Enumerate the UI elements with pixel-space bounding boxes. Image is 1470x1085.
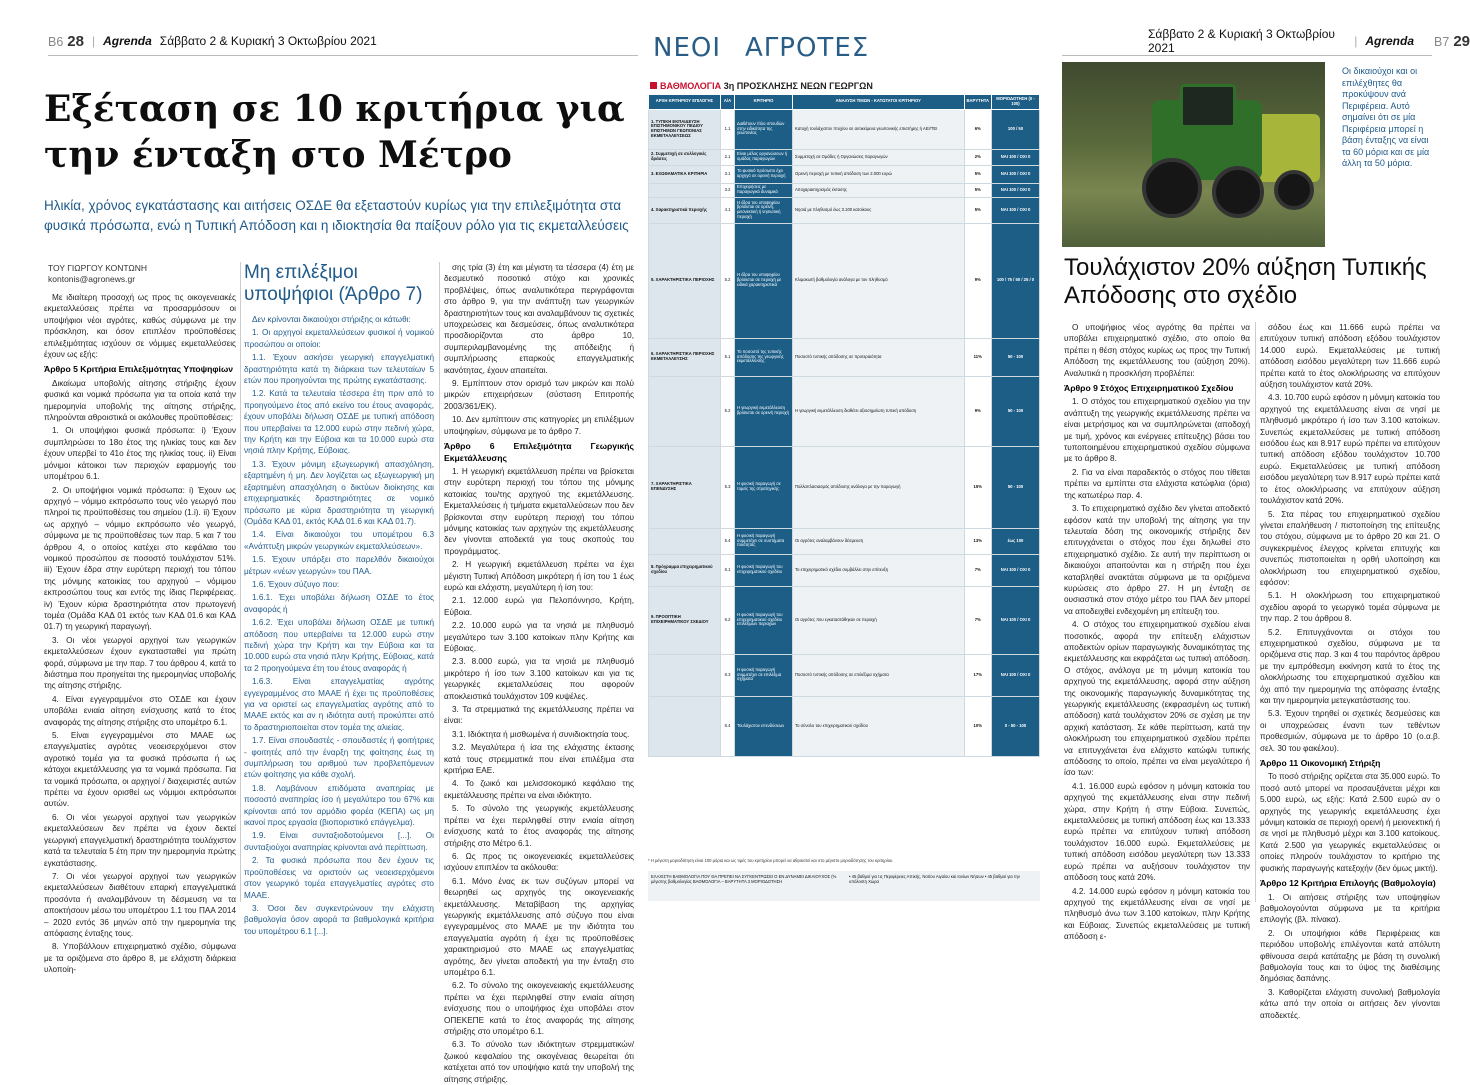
table-cell-vals: Αποχαρακτηρισμός έκτασης bbox=[793, 183, 965, 197]
table-cell-num: 6.3 bbox=[721, 654, 735, 696]
paragraph: Δεν κρίνονται δικαιούχοι στήριξης οι κάτωθι: bbox=[252, 315, 411, 324]
paragraph: 10. Δεν εμπίπτουν στις κατηγορίες μη επιλέξιμων υποψηφίων, σύμφωνα με το άρθρο 7. bbox=[444, 415, 634, 436]
table-row bbox=[649, 183, 1040, 197]
paragraph: 2.3. 8.000 ευρώ, για τα νησιά με πληθυσμό μικρότερο ή ίσο των 3.100 κατοίκων και για τις γεωργικές εκμεταλλεύσεις που αφορούν αποκλειστικά τουλάχιστον 109 κυψέλες. bbox=[444, 657, 634, 701]
paragraph: 1. Ο στόχος του επιχειρηματικού σχεδίου για την ανάπτυξη της γεωργικής εκμετάλλευσης πρέπει να είναι μετρήσιμος και να συμπληρώνεται (αποδοχή με τιμή, χρόνος και ενέργειες επίτευξης) βάσει του τυποποιημένου επιχειρηματικού σχεδίου σύμφωνα με το άρθρο 8. bbox=[1064, 397, 1250, 464]
paragraph: 1.5. Έχουν υπάρξει στο παρελθόν δικαιούχοι μέτρων «νέων γεωργών» του ΠΑΑ. bbox=[244, 555, 434, 576]
lead: Ηλικία, χρόνος εγκατάστασης και αιτήσεις ΟΣΔΕ θα εξεταστούν κυρίως για την επιλεξιμότητα στα φυσικά πρόσωπα, ενώ η Τυπική Απόδοση και η ιδιοκτησία θα παίξουν ρόλο για τις εκμεταλλεύσεις bbox=[44, 198, 629, 233]
paragraph: 6. Οι νέοι γεωργοί αρχηγοί των γεωργικών εκμεταλλεύσεων δεν πρέπει να έχουν δεκτεί γεωργική επαγγελματική δραστηριότητα τουλάχιστον κατά τα τελευταία 5 έτη πριν την ημερομηνία πρώτης εγκατάστασης. bbox=[44, 812, 236, 868]
paragraph: 2. Οι υποψήφιοι κάθε Περιφέρειας και περιόδου υποβολής επιλέγονται κατά απόλυτη φθίνουσα σειρά κατάταξης με βάση τη συνολική βαθμολογία τους και το ύψος της διαθέσιμης δημόσιας δαπάνης. bbox=[1260, 928, 1440, 984]
table-cell-pts: ΝΑΙ 100 / ΟΧΙ 0 bbox=[992, 197, 1040, 223]
paragraph: 1. Οι αιτήσεις στήριξης των υποψηφίων βαθμολογούνται σύμφωνα με τα κριτήρια επιλογής (βλ. πίνακα). bbox=[1260, 892, 1440, 925]
table-cell-vals: Το επιχειρηματικό σχέδιο συμβάλλει στην επίτευξη bbox=[793, 554, 965, 586]
paragraph: 1. Η γεωργική εκμετάλλευση πρέπει να βρίσκεται στην ευρύτερη περιοχή του τόπου της μόνιμης κατοικίας του/της αρχηγού της εκμετάλλευσης. Εκμεταλλεύσεις ή τμήματα εκμεταλλεύσεων που δεν βρίσκονται στην ευρύτερη περιοχή του τόπου μόνιμης κατοικίας των αρχηγών της εκμετάλλευσης δεν γίνονται αποδεκτά για τους σκοπούς του προγράμματος. bbox=[444, 466, 634, 556]
paragraph: 4. Το ζωικό και μελισσοκομικό κεφάλαιο της εκμετάλλευσης πρέπει να είναι ιδιόκτητο. bbox=[444, 779, 634, 800]
table-cell-pct: 5% bbox=[964, 183, 992, 197]
right-column-2 bbox=[1260, 322, 1440, 1020]
table-cell-crit: 2. Συμμετοχή σε συλλογικές δράσεις bbox=[649, 149, 721, 165]
subhead: Άρθρο 9 Στόχος Επιχειρηματικού Σχεδίου bbox=[1064, 383, 1234, 394]
right-column-1 bbox=[1064, 322, 1250, 942]
subhead: Άρθρο 11 Οικονομική Στήριξη bbox=[1260, 758, 1381, 769]
paragraph: 1. Οι υποψήφιοι φυσικά πρόσωπα: i) Έχουν συμπληρώσει το 18ο έτος της ηλικίας τους και δεν έχουν υπερβεί το 41ο έτος της ηλικίας τους. ii) Είναι μόνιμοι κάτοικοι των περιοχών εφαρμογής του υπομέτρου 6.1. bbox=[44, 426, 236, 482]
paragraph: 5. Είναι εγγεγραμμένοι στο ΜΑΑΕ ως επαγγελματίες αγρότες νεοεισερχόμενοι στον αγροτικό τομέα για τα φυσικά πρόσωπα ή ως κάτοχοι εκμετάλλευσης για τα νομικά πρόσωπα. Για τα νομικά πρόσωπα, οι αρχηγοί / διαχειριστές αυτών πρέπει να έχουν ορισθεί ως νόμιμοι εκπρόσωποι αυτών. bbox=[44, 731, 236, 809]
table-cell-pct: 7% bbox=[964, 554, 992, 586]
table-cell-desc: Το φυσικό πρόσωπο έχει αρχηγό σε ορεινή περιοχή bbox=[735, 165, 793, 183]
table-cell-vals: Ποσοστό τυπικής απόδοσης σε επιλέξιμα σχήματα bbox=[793, 654, 965, 696]
paragraph: Το ποσό στήριξης ορίζεται στα 35.000 ευρώ. Το ποσό αυτό μπορεί να προσαυξάνεται μέχρι και 5.000 ευρώ, ως εξής: Κατά 2.500 ευρώ αν ο αρχηγός της γεωργικής εκμετάλλευσης έχει μόνιμη κατοικία σε περιοχή ορεινή ή μειονεκτική ή σε νησί με πληθυσμό μέχρι και 3.100 κατοίκους. Κατά 2.500 για γεωργικές εκμεταλλεύσεις οι οποίες πληρούν τουλάχιστον το κριτήριο της φυσικής παραγωγής κατεξοχήν (δεν όμως μικτή). bbox=[1260, 772, 1440, 873]
table-cell-crit bbox=[649, 654, 721, 696]
paragraph: 9. Εμπίπτουν στον ορισμό των μικρών και πολύ μικρών επιχειρήσεων (σύσταση Επιτροπής 2003/361/ΕΚ). bbox=[444, 379, 634, 411]
table-cell-crit: 4. Χαρακτηριστικά περιοχής bbox=[649, 197, 721, 223]
table-cell-pts: 100 / 75 / 50 / 25 / 0 bbox=[992, 223, 1040, 338]
table-cell-crit: 9. ΠΡΟΟΠΤΙΚΗ ΕΠΙΧΕΙΡΗΜΑΤΙΚΟΥ ΣΧΕΔΙΟΥ bbox=[649, 586, 721, 654]
sidebar-title: Μη επιλέξιμοι υποψήφιοι (Άρθρο 7) bbox=[244, 262, 423, 305]
paragraph: 1.8. Λαμβάνουν επιδόματα αναπηρίας με ποσοστό αναπηρίας ίσο ή μεγαλύτερο του 67% και κρίνονται από τον αρμόδιο φορέα (ΚΕΠΑ) ως μη ικανοί προς εργασία (βιοποριστικό επάγγελμα). bbox=[244, 783, 434, 828]
table-cell-pts: ΝΑΙ 100 / ΟΧΙ 0 bbox=[992, 183, 1040, 197]
column-header: ΒΑΡΥΤΗΤΑ bbox=[964, 95, 992, 110]
table-cell-pts: ΝΑΙ 100 / ΟΧΙ 0 bbox=[992, 654, 1040, 696]
sidebar-text bbox=[244, 314, 434, 937]
scoring-table bbox=[648, 94, 1040, 757]
table-cell-pts: ΝΑΙ 100 / ΟΧΙ 0 bbox=[992, 149, 1040, 165]
table-cell-crit: 7. ΧΑΡΑΚΤΗΡΙΣΤΙΚΑ ΕΠΕΝΔΥΣΗΣ bbox=[649, 446, 721, 528]
table-cell-pts: 50 - 100 bbox=[992, 338, 1040, 376]
right-brand: Agrenda bbox=[1365, 34, 1415, 48]
table-cell-pts: 50 - 100 bbox=[992, 376, 1040, 446]
paragraph: 1.4. Είναι δικαιούχοι του υπομέτρου 6.3 «Ανάπτυξη μικρών γεωργικών εκμεταλλεύσεων». bbox=[244, 530, 434, 551]
table-cell-pct: 6% bbox=[964, 109, 992, 149]
table-cell-desc: Η φυσική παραγωγή του επιχειρηματικού σχεδίου bbox=[735, 554, 793, 586]
table-cell-num: 6.1 bbox=[721, 554, 735, 586]
table-row bbox=[649, 165, 1040, 183]
paragraph: 6.2. Το σύνολο της οικογενειακής εκμετάλλευσης πρέπει να έχει περιληφθεί στην ενιαία αίτηση ενίσχυσης που ο υποψήφιος έχει υποβάλει στον ΟΠΕΚΕΠΕ κατά το έτος αναφοράς της αίτησης στήριξης στο υπομέτρο 6.1. bbox=[444, 981, 634, 1036]
table-cell-crit bbox=[649, 528, 721, 554]
paragraph: 3. Τα στρεμματικά της εκμετάλλευσης πρέπει να είναι: bbox=[444, 705, 634, 726]
table-cell-vals: Νησιά με πληθυσμό έως 3.100 κατοίκους bbox=[793, 197, 965, 223]
table-cell-pts: 0 - 50 - 100 bbox=[992, 696, 1040, 756]
table-cell-vals: Πολλαπλασιασμός απόδοσης ανάλογα με την παραγωγή bbox=[793, 446, 965, 528]
paragraph: 5. Στα πέρας του επιχειρηματικού σχεδίου γίνεται επαλήθευση / πιστοποίηση της επίτευξης του στόχου, σύμφωνα με το άρθρο 20 και 21. Ο συγκεκριμένος έλεγχος κρίνεται επιτυχής και συνεπώς πιστοποιείται η ορθή υλοποίηση και ολοκλήρωση του επιχειρηματικού σχεδίου, εφόσον: bbox=[1260, 509, 1440, 587]
paragraph: 1.9. Είναι συνταξιοδοτούμενοι [...]. Οι συνταξιούχοι αναπηρίας κρίνονται ανά περίπτωση. bbox=[244, 831, 434, 852]
table-title: ΒΑΘΜΟΛΟΓΙΑ 3η ΠΡΟΣΚΛΗΣΗΣ ΝΕΩΝ ΓΕΩΡΓΩΝ bbox=[650, 81, 873, 91]
table-cell-pts: 50 - 100 bbox=[992, 446, 1040, 528]
table-header-row bbox=[649, 95, 1040, 110]
paragraph: 1.6. Έχουν σύζυγο που: bbox=[252, 579, 340, 589]
table-cell-num: 5.3 bbox=[721, 446, 735, 528]
red-square-icon bbox=[650, 82, 657, 89]
table-cell-vals: Ποσοστό τυπικής απόδοσης σε προτεραιότητα bbox=[793, 338, 965, 376]
right-page-header: Σάββατο 2 & Κυριακή 3 Οκτωβρίου 2021 | Agrenda B7 29 bbox=[1148, 27, 1470, 55]
table-cell-num: 3.2 bbox=[721, 183, 735, 197]
table-row bbox=[649, 696, 1040, 756]
paragraph: 2. Για να είναι παραδεκτός ο στόχος που τίθεται πρέπει να εμπίπτει στα ελάχιστα κατώφλια (όρια) της κατωτέρω παρ. 4. bbox=[1064, 467, 1250, 500]
table-cell-desc: Επιχειρήσεις με παραγωγικό δυναμικό bbox=[735, 183, 793, 197]
right-header-rule bbox=[1062, 55, 1432, 56]
table-cell-desc: Η φυσική παραγωγή σε τομείς της στρατηγικής bbox=[735, 446, 793, 528]
article-column-3 bbox=[444, 262, 634, 1084]
paragraph: 5.3. Έχουν τηρηθεί οι σχετικές δεσμεύσεις και οι υποχρεώσεις έναντι των τεθέντων προθεσμιών, σύμφωνα με το άρθρο 10 (ο.α.β. σελ. 30 του φακέλου). bbox=[1260, 709, 1440, 753]
table-cell-num: 5.1 bbox=[721, 338, 735, 376]
table-cell-vals: Οι αγρότες αναλαμβάνουν δέσμευση bbox=[793, 528, 965, 554]
photo-caption: Οι δικαιούχοι και οι επιλέχθητες θα προκύψουν ανά Περιφέρεια. Αυτό σημαίνει ότι σε μία Περιφέρεια μπορεί η βάση ένταξης να είναι τα 60 μόρια και σε μία άλλη τα 50 μόρια. bbox=[1342, 66, 1430, 168]
subhead: Άρθρο 5 Κριτήρια Επιλεξιμότητας Υποψηφίων bbox=[44, 364, 233, 375]
headline: Εξέταση σε 10 κριτήρια για την ένταξη στο Μέτρο bbox=[44, 88, 625, 176]
paragraph: σης τρία (3) έτη και μέγιστη τα τέσσερα (4) έτη με δεσμευτικό ποσοτικό στόχο και χρονικές προβλέψεις, όπως αναλυτικότερα περιγράφονται στο άρθρο 9, για την ανάπτυξη των γεωργικών δραστηριοτήτων τους και αναλαμβάνουν τις σχετικές υποχρεώσεις και δεσμεύσεις, όπως αναλυτικότερα προσδιορίζονται στο άρθρο 10, συμπεριλαμβανομένης της απόδειξης ή συμπλήρωσης επαρκούς επαγγελματικής ικανότητας, έχουν απαιτείται. bbox=[444, 263, 634, 375]
section-title bbox=[653, 33, 893, 63]
table-cell-vals: Κατοχή τουλάχιστον πτυχίου σε αντικείμενα γεωπονικής επιστήμης ή ΑΕΙ/ΤΕΙ bbox=[793, 109, 965, 149]
column-header: Α/Α bbox=[721, 95, 735, 110]
tractor-wheel bbox=[1212, 166, 1264, 218]
table-row bbox=[649, 528, 1040, 554]
paragraph: 3. Όσοι δεν συγκεντρώνουν την ελάχιστη βαθμολογία όσον αφορά τα βαθμολογικά κριτήρια του υπομέτρου 6.1 [...]. bbox=[244, 903, 434, 936]
paragraph: 1.2. Κατά τα τελευταία τέσσερα έτη πριν από το προηγούμενο έτος από εκείνο του έτους αναφοράς, έχουν υποβάλει δήλωση ΟΣΔΕ με τυπική απόδοση που υπερβαίνει τα 12.000 ευρώ στην πεδινή χώρα, την Κρήτη και την Εύβοια και τα 10.000 ευρώ στα νησιά πλην Κρήτης, Εύβοιας. bbox=[244, 389, 434, 456]
right-page-number: B7 29 bbox=[1434, 32, 1470, 50]
table-row bbox=[649, 654, 1040, 696]
paragraph: Με ιδιαίτερη προσοχή ως προς τις οικογενειακές εκμεταλλεύσεις πρέπει να προσαρμόσουν οι υποψήφιοι νέοι αγρότες, καθώς σύμφωνα με την πρόσκληση, και όσον επιπλέον προϋποθέσεις επιλεξιμότητας ισχύουν σε νόμιμες εκμεταλλεύσεις έχουν ως εξής: bbox=[44, 293, 236, 360]
table-subtitle: 3η ΠΡΟΣΚΛΗΣΗΣ ΝΕΩΝ ΓΕΩΡΓΩΝ bbox=[723, 81, 873, 91]
table-cell-crit: 5. ΧΑΡΑΚΤΗΡΙΣΤΙΚΑ ΠΕΡΙΟΧΗΣ bbox=[649, 223, 721, 338]
table-cell-crit bbox=[649, 696, 721, 756]
paragraph: 1. Οι αρχηγοί εκμεταλλεύσεων φυσικοί ή νομικού προσώπου οι οποίοι: bbox=[244, 328, 434, 349]
paragraph: 1.3. Έχουν μόνιμη εξωγεωργική απασχόληση, εξαρτημένη ή μη. Δεν λογίζεται ως εξωγεωργική μη εξαρτημένη απασχόληση ο δικτύων διοίκησης και επιχειρηματικές δραστηριότητες σε νομικό πρόσωπο με κύρια δραστηριότητα τη γεωργική (Ομάδα ΚΑΔ 01, εκτός ΚΑΔ 01.6 και ΚΑΔ 01.7). bbox=[244, 459, 434, 526]
table-row bbox=[649, 109, 1040, 149]
column-divider bbox=[439, 262, 440, 902]
paragraph: 4.3. 10.700 ευρώ εφόσον η μόνιμη κατοικία του αρχηγού της εκμετάλλευσης είναι σε νησί με πληθυσμό μικρότερο ή ίσο των 3.100 κατοίκων. Συνεπώς εκμεταλλεύσεις με τυπική απόδοση εισόδου έως και 8.917 ευρώ πρέπει να επιτύχουν τυπική απόδοση εξόδου τουλάχιστον 10.700 ευρώ. Εκμεταλλεύσεις με τυπική απόδοση εισόδου μεγαλύτερη των 8.917 ευρώ πρέπει κατά το έτος ολοκλήρωσης να επιτύχουν αύξηση τουλάχιστον κατά 20%. bbox=[1260, 393, 1440, 506]
table-cell-pct: 5% bbox=[964, 165, 992, 183]
baler-wheel bbox=[1274, 170, 1314, 210]
table-cell-pct: 15% bbox=[964, 446, 992, 528]
table-cell-crit bbox=[649, 376, 721, 446]
table-cell-desc: Η φυσική παραγωγή συμμετέχει σε συστήματα ποιότητας bbox=[735, 528, 793, 554]
table-cell-num: 5.2 bbox=[721, 223, 735, 338]
table-cell-pct: 13% bbox=[964, 528, 992, 554]
subhead: Άρθρο 12 Κριτήρια Επιλογής (Βαθμολογία) bbox=[1260, 878, 1436, 889]
paragraph: 3. Καθορίζεται ελάχιστη συνολική βαθμολογία κάτω από την οποία οι αιτήσεις δεν γίνονται αποδεκτές. bbox=[1260, 987, 1440, 1020]
table-cell-pct: 2% bbox=[964, 149, 992, 165]
paragraph: 1.6.1. Έχει υποβάλει δήλωση ΟΣΔΕ το έτος αναφοράς ή bbox=[244, 593, 434, 614]
tractor-wheel bbox=[1142, 158, 1202, 218]
paragraph: 5.1. Η ολοκλήρωση του επιχειρηματικού σχεδίου αφορά το γεωργικό τομέα σύμφωνα με την παρ. 2 του άρθρου 8. bbox=[1260, 591, 1440, 624]
paragraph: 2. Η γεωργική εκμετάλλευση πρέπει να έχει μέγιστη Τυπική Απόδοση μικρότερη ή ίση του 1 έως ευρώ και ελάχιστη, μεγαλύτερη ή ίση του: bbox=[444, 560, 634, 592]
table-row bbox=[649, 446, 1040, 528]
paragraph: 4. Ο στόχος του επιχειρηματικού σχεδίου είναι ποσοτικός, αφορά την επίτευξη ελάχιστων αποδεκτών ορίων παραγωγικής δυναμικότητας της εκμετάλλευσης και εκφράζεται ως τυπική απόδοση. Ο στόχος, ανάλογα με τη μόνιμη κατοικία του αρχηγού της εκμετάλλευσης, αφορά στην αύξηση της οικονομικής παραγωγικής δυναμικότητας της γεωργικής εκμετάλλευσης (εκφρασμένη ως τυπική απόδοση) κατά τουλάχιστον 20% σε σχέση με την αρχική κατάσταση. Σε κάθε περίπτωση, κατά την ολοκλήρωση του επιχειρηματικού σχεδίου πρέπει να επιτυγχάνεται ένα ελάχιστο κατώφλι τυπικής απόδοσης το οποίο, πρέπει να είναι μεγαλύτερο ή ίσο των: bbox=[1064, 620, 1250, 778]
table-cell-vals: Το σύνολο του επιχειρηματικού σχεδίου bbox=[793, 696, 965, 756]
table-row bbox=[649, 554, 1040, 586]
table-cell-pct: 11% bbox=[964, 338, 992, 376]
paragraph: 2.2. 10.000 ευρώ για τα νησιά με πληθυσμό μεγαλύτερο των 3.100 κατοίκων πλην Κρήτης και Εύβοιας. bbox=[444, 621, 634, 653]
left-page-header: B6 28 | Agrenda Σάββατο 2 & Κυριακή 3 Οκτωβρίου 2021 bbox=[48, 32, 377, 50]
table-row bbox=[649, 338, 1040, 376]
right-date: Σάββατο 2 & Κυριακή 3 Οκτωβρίου 2021 bbox=[1148, 27, 1335, 55]
table-footer bbox=[648, 871, 1040, 901]
table-cell-desc: Η έδρα του υποψηφίου βρίσκεται σε περιοχή με ειδικά χαρακτηριστικά bbox=[735, 223, 793, 338]
byline-author: ΤΟΥ ΓΙΩΡΓΟΥ ΚΟΝΤΩΝΗ bbox=[48, 263, 148, 273]
tractor-photo bbox=[1062, 62, 1325, 247]
table-row bbox=[649, 586, 1040, 654]
table-cell-num: 4.1 bbox=[721, 197, 735, 223]
table-cell-num: 6.2 bbox=[721, 586, 735, 654]
left-page bbox=[0, 0, 735, 1084]
paragraph: 6.1. Μόνο ένας εκ των συζύγων μπορεί να θεωρηθεί ως αρχηγός της οικογενειακής εκμετάλλευσης. Μεταβίβαση της αρχηγίας γεωργικής εκμετάλλευσης από σύζυγο που είναι εγγεγραμμένος στο ΜΑΑΕ με την ιδιότητα του επαγγελματία αγρότη ή έχει τις προϋποθέσεις χαρακτηρισμού στο ΜΑΑΕ ως επαγγελματίας αγρότης, δεν γίνεται αποδεκτή για την ένταξη στο υπομέτρο 6.1. bbox=[444, 876, 634, 977]
table-cell-crit: 8. Πρόγραμμα επιχειρηματικού σχεδίου bbox=[649, 554, 721, 586]
paragraph: 6. Ως προς τις οικογενειακές εκμεταλλεύσεις ισχύουν επιπλέον τα ακόλουθα: bbox=[444, 851, 634, 873]
paragraph: 6.3. Το σύνολο των ιδιόκτητων στρεμματικών/ζωικού κεφαλαίου της οικογένειας θεωρείται ότι κατέχεται από τον υποψήφιο κατά την υποβολή της αίτησης στήριξης. bbox=[444, 1040, 634, 1084]
column-header: ΚΡΙΤΗΡΙΟ bbox=[735, 95, 793, 110]
paragraph: 4. Είναι εγγεγραμμένοι στο ΟΣΔΕ και έχουν υποβάλει ενιαία αίτηση ενίσχυσης κατά το έτος αναφοράς της αίτησης στήριξης στο υπομέτρο 6.1. bbox=[44, 694, 236, 727]
table-cell-desc: Η φυσική παραγωγή του επιχειρηματικού σχεδίου επιλέξιμων περιοχών bbox=[735, 586, 793, 654]
table-cell-desc: Τουλάχιστον επενδύσεων bbox=[735, 696, 793, 756]
paragraph: 8. Υποβάλλουν επιχειρηματικό σχέδιο, σύμφωνα με τα οριζόμενα στο άρθρο 8, με ελάχιστη διάρκεια υλοποίη- bbox=[44, 942, 236, 975]
table-row bbox=[649, 197, 1040, 223]
right-headline: Τουλάχιστον 20% αύξηση Τυπικής Απόδοσης στο σχέδιο bbox=[1064, 254, 1427, 309]
table-cell-pct: 17% bbox=[964, 654, 992, 696]
table-row bbox=[649, 376, 1040, 446]
paragraph: 5. Το σύνολο της γεωργικής εκμετάλλευσης πρέπει να έχει περιληφθεί στην ενιαία αίτηση ενίσχυσης κατά το έτος αναφοράς της αίτησης στήριξης στο Μέτρο 6.1. bbox=[444, 804, 634, 848]
column-divider bbox=[240, 262, 241, 902]
table-cell-crit: 3. ΕΞΩΘΑΜΑΤΙΚΑ ΚΡΙΤΗΡΙΑ bbox=[649, 165, 721, 183]
table-cell-pts: ΝΑΙ 100 / ΟΧΙ 0 bbox=[992, 165, 1040, 183]
table-row bbox=[649, 149, 1040, 165]
table-cell-crit: 1. ΤΥΠΙΚΗ ΕΚΠΑΙΔΕΥΣΗ ΕΠΙΣΤΗΜΟΝΙΚΟΥ ΠΕΔΙΟΥ ΕΠΙΣΤΗΜΩΝ ΓΕΩΠΟΝΙΑΣ ΕΚΜΕΤΑΛΛΕΥΣΕΩΣ bbox=[649, 109, 721, 149]
table-cell-desc: Είναι μέλος οργανώσεων ή ομάδας παραγωγών bbox=[735, 149, 793, 165]
table-cell-pts: 100 / 50 bbox=[992, 109, 1040, 149]
table-cell-pts: έως 100 bbox=[992, 528, 1040, 554]
table-cell-pts: ΝΑΙ 100 / ΟΧΙ 0 bbox=[992, 586, 1040, 654]
table-cell-crit bbox=[649, 183, 721, 197]
byline-email: kontonis@agronews.gr bbox=[48, 274, 136, 284]
table-note: * Η μέγιστη μοριοδότηση είναι 100 μόρια και ως τιμές του κριτηρίου μπορεί να αθροιστεί και στο μέγιστο μοριοδότησης του κριτηρίου. bbox=[648, 858, 894, 863]
column-divider bbox=[1255, 322, 1256, 902]
table-cell-vals: Η γεωργική εκμετάλλευση διαθέτει αξιοσημείωτη τυπική απόδοση bbox=[793, 376, 965, 446]
table-cell-num: 6.4 bbox=[721, 696, 735, 756]
paragraph: 4.2. 14.000 ευρώ εφόσον η μόνιμη κατοικία του αρχηγού της εκμετάλλευσης είναι σε νησί με πληθυσμό άνω των 3.100 κατοίκων, πλην Κρήτης και Εύβοιας. Συνεπώς εκμεταλλεύσεις με τυπική απόδοση ε- bbox=[1064, 886, 1250, 942]
paragraph: 2.1. 12.000 ευρώ για Πελοπόννησο, Κρήτη, Εύβοια. bbox=[444, 596, 634, 617]
section-title-part1: ΝΕΟΙ bbox=[653, 33, 722, 63]
paragraph: Ο υποψήφιος νέος αγρότης θα πρέπει να υποβάλει επιχειρηματικό σχέδιο, στο οποίο θα πρέπει η θέση στόχος κυρίως ως προς την Τυπική Απόδοση της εκμετάλλευσης του (αύξηση 20%). Αναλυτικά η προσκλήση προβλέπει: bbox=[1064, 323, 1250, 378]
table-cell-desc: Η φυσική παραγωγή συμμετέχει σε επιλέξιμα σχήματα bbox=[735, 654, 793, 696]
table-cell-pct: 5% bbox=[964, 197, 992, 223]
subhead: Άρθρο 6 Επιλεξιμότητα Γεωργικής Εκμετάλλευσης bbox=[444, 441, 634, 463]
table-cell-num: 1.1 bbox=[721, 109, 735, 149]
table-cell-desc: Η έδρα του υποψηφίου βρίσκεται σε ορεινή, μειονεκτική ή νησιωτική περιοχή bbox=[735, 197, 793, 223]
footer-min-score: ΕΛΑΧΙΣΤΗ ΒΑΘΜΟΛΟΓΙΑ ΠΟΥ ΘΑ ΠΡΕΠΕΙ ΝΑ ΣΥΓΚΕΝΤΡΩΣΕΙ Ο ΕΝ ΔΥΝΑΜΕΙ ΔΙΚΑΙΟΥΧΟΣ (% μέγιστης βαθμολογίας ΒΑΘΜΟΛΟΓΙΑ – ΒΑΡΥΤΗΤΑ 3 ΜΟΡΙΟΔΟΤΗΣΗ bbox=[651, 874, 837, 884]
paragraph: 2. Οι υποψήφιοι νομικά πρόσωπα: i) Έχουν ως αρχηγό – νόμιμο εκπρόσωπο τους νέο γεωργό που πληροί τις προϋποθέσεις του σημείου (1.i). ii) Έχουν ως αρχηγό – νόμιμο εκπρόσωπο νέο γεωργό, σύμφωνα με τις προϋποθέσεις των παρ. 5 και 7 του άρθρου 4, ο οποίος κατέχει στο κεφάλαιο του νομικού προσώπου σε ποσοστό τουλάχιστον 51%. iii) Έχουν έδρα στην ευρύτερη περιοχή του τόπου της μόνιμης κατοικίας του αρχηγού – νόμιμου εκπροσώπου τους και εντός της ίδιας Περιφέρειας. iv) Έχουν κύρια δραστηριότητα στον πρωτογενή τομέα (Ομάδα ΚΑΔ 01 εκτός των ΚΑΔ 01.6 και ΚΑΔ 01.7) τη γεωργική παραγωγή. bbox=[44, 485, 236, 632]
section-title-part2: ΑΓΡΟΤΕΣ bbox=[745, 33, 870, 63]
table-row bbox=[649, 223, 1040, 338]
byline bbox=[48, 263, 147, 285]
paragraph: 1.6.2. Έχει υποβάλει δήλωση ΟΣΔΕ με τυπική απόδοση που υπερβαίνει τα 12.000 ευρώ στην πεδινή χώρα την Κρήτη και την Εύβοια και τα 10.000 ευρώ στα νησιά πλην Κρήτης, Εύβοιας, κατά τα 2 προηγούμενα έτη του έτους αναφοράς ή bbox=[244, 618, 434, 673]
table-cell-pts: ΝΑΙ 100 / ΟΧΙ 0 bbox=[992, 554, 1040, 586]
paragraph: 1.6.3. Είναι επαγγελματίας αγρότης εγγεγραμμένος στο ΜΑΑΕ ή έχει τις προϋποθέσεις για να οριστεί ως επαγγελματίας αγρότης από το ΜΑΑΕ εκτός και αν η ιδιότητα αυτή προκύπτει από το δραστηριοποιείται στον τομέα της αλιείας. bbox=[244, 677, 434, 732]
paragraph: 3. Το επιχειρηματικό σχέδιο δεν γίνεται αποδεκτό εφόσον κατά την υποβολή της αίτησης για την τελευταία δόση της οικονομικής στήριξης δεν επιτυγχάνεται ο στόχος που έχει δηλωθεί στο επιχειρηματικό σχέδιο. Σε αυτή την περίπτωση οι δικαιούχοι απαιτούνται και η στήριξη που έχει καταβληθεί ανακτάται σύμφωνα με τα οριζόμενα κυρώσεις στο άρθρο 27. Η μη ένταξη σε ουσιαστικά στον στόχο μέτρο του ΠΑΑ δεν μπορεί να αποδειχθεί ενδεχομένη μη επίτευξη του. bbox=[1064, 504, 1250, 616]
paragraph: 1.1. Έχουν ασκήσει γεωργική επαγγελματική δραστηριότητα κατά τη διάρκεια των τελευταίων 5 ετών που προηγούνται της πρώτης εγκατάστασης. bbox=[244, 353, 434, 386]
article-column-1 bbox=[44, 292, 236, 975]
paragraph: 1.7. Είναι σπουδαστές - σπουδαστές ή φοιτήτριες - φοιτητές από την έναρξη της φοίτησης έως τη συμπλήρωση του αριθμού των προβλεπόμενων ετών φοίτησης για κάθε σχολή. bbox=[244, 736, 434, 780]
paragraph: 5.2. Επιτυγχάνονται οι στόχοι του επιχειρηματικού σχεδίου, σύμφωνα με τα οριζόμενα στις παρ. 3 και 4 του παρόντος άρθρου με την εμπρόθεσμη εκκίνηση κατά το έτος της ολοκλήρωσης του επιχειρηματικού σχεδίου και όχι από την ημερομηνία της απόφασης ένταξης και την ημερομηνία μετεγκατάστασης του. bbox=[1260, 627, 1440, 705]
paragraph: 3.1. Ιδιόκτητα ή μισθωμένα ή συνιδιοκτησία τους. bbox=[452, 729, 630, 739]
table-cell-pct: 9% bbox=[964, 223, 992, 338]
table-cell-num: 5.4 bbox=[721, 528, 735, 554]
table-cell-vals: Οι αγρότες που εγκαταστάθηκαν σε περιοχή bbox=[793, 586, 965, 654]
table-cell-pct: 7% bbox=[964, 586, 992, 654]
left-header-rule bbox=[48, 55, 638, 56]
table-cell-crit: 6. ΧΑΡΑΚΤΗΡΙΣΤΙΚΑ ΠΕΡΙΟΧΗΣ ΕΚΜΕΤΑΛΛΕΥΣΗΣ bbox=[649, 338, 721, 376]
table-cell-desc: Η γεωργική εκμετάλλευση βρίσκεται σε ορεινή περιοχή bbox=[735, 376, 793, 446]
table-cell-vals: Κλιμακωτή βαθμολογία ανάλογα με τον πληθυσμό bbox=[793, 223, 965, 338]
paragraph: 3. Οι νέοι γεωργοί αρχηγοί των γεωργικών εκμεταλλεύσεων έχουν εγκατασταθεί για πρώτη φορά, σύμφωνα με την παρ. 7 του άρθρου 4, κατά το διάστημα που προηγείται της ημερομηνίας υποβολής της αίτησης στήριξης. bbox=[44, 635, 236, 691]
left-brand: Agrenda bbox=[103, 34, 152, 48]
column-header: ΜΟΡΙΟΔΟΤΗΣΗ (0 - 100) bbox=[992, 95, 1040, 110]
paragraph: 2. Τα φυσικά πρόσωπα που δεν έχουν τις προϋποθέσεις να οριστούν ως νεοεισερχόμενοι στον γεωργικό τομέα επαγγελματίες αγρότες στο ΜΑΑΕ. bbox=[244, 856, 434, 900]
left-page-number: B6 28 bbox=[48, 32, 84, 50]
paragraph: 4.1. 16.000 ευρώ εφόσον η μόνιμη κατοικία του αρχηγού της εκμετάλλευσης είναι στην πεδινή χώρα, στην Κρήτη ή στην Εύβοια. Συνεπώς, εκμεταλλεύσεις με τυπική απόδοση έως και 13.333 ευρώ πρέπει να επιτύχουν τυπική απόδοση τουλάχιστον 16.000 ευρώ. Εκμεταλλεύσεις με τυπική απόδοση εισόδου μεγαλύτερη των 13.333 ευρώ πρέπει να αυξήσουν τουλάχιστον την απόδοση τους κατά 20%. bbox=[1064, 781, 1250, 883]
table-cell-vals: Ορεινή περιοχή με τυπική απόδοση των 2.000 ευρώ bbox=[793, 165, 965, 183]
paragraph: Δικαίωμα υποβολής αίτησης στήριξης έχουν φυσικά και νομικά πρόσωπα για τα οποία κατά την ημερομηνία υποβολής της αίτησης στήριξης, πληρούνται αθροιστικά οι ακόλουθες προϋποθέσεις: bbox=[44, 378, 236, 423]
table-cell-num: 2.1 bbox=[721, 149, 735, 165]
paragraph: 7. Οι νέοι γεωργοί αρχηγοί των γεωργικών εκμεταλλεύσεων διαθέτουν επαρκή επαγγελματικά προσόντα ή αναλαμβάνουν τη δέσμευση να τα αποκτήσουν μέσω του υπομέτρου 1.1 του ΠΑΑ 2014 – 2020 εντός 36 μηνών από την ημερομηνία της απόφασης ένταξης τους. bbox=[44, 871, 236, 938]
table-cell-num: 3.1 bbox=[721, 165, 735, 183]
table-cell-desc: Το ποσοστό της τυπικής απόδοσης της γεωργικής εκμετάλλευσης bbox=[735, 338, 793, 376]
paragraph: σόδου έως και 11.666 ευρώ πρέπει να επιτύχουν τυπική απόδοση εξόδου τουλάχιστον 14.000 ευρώ. Εκμεταλλεύσεις με τυπική απόδοση εισόδου μεγαλύτερη των 11.666 ευρώ πρέπει κατά το έτος ολοκλήρωσης να επιτύχουν αύξηση τουλάχιστον κατά 20%. bbox=[1260, 323, 1440, 390]
table-cell-pct: 10% bbox=[964, 696, 992, 756]
table-cell-pct: 9% bbox=[964, 376, 992, 446]
tractor-cab bbox=[1180, 84, 1236, 128]
footer-thresholds: • 45 βαθμοί για τις Περιφέρειες Αττικής, Νοτίου Αιγαίου και Ιονίων Νήσων • 45 βαθμοί για την υπόλοιπη Χώρα bbox=[849, 874, 1020, 884]
column-header: ΑΝΑΛΥΣΗ ΤΙΜΩΝ - ΚΑΤΩΤΑΤΟΙ ΚΡΙΤΗΡΙΟΥ bbox=[793, 95, 965, 110]
column-header: ΑΡΧΗ ΚΡΙΤΗΡΙΟΥ ΕΠΙΛΟΓΗΣ bbox=[649, 95, 721, 110]
left-date: Σάββατο 2 & Κυριακή 3 Οκτωβρίου 2021 bbox=[159, 34, 377, 48]
paragraph: 3.2. Μεγαλύτερα ή ίσα της ελάχιστης έκτασης κατά τους στρεμματικά που είναι επιλέξιμα στα κριτήρια ΕΑΕ. bbox=[444, 743, 634, 776]
table-cell-vals: Συμμετοχή σε Ομάδες ή Οργανώσεις παραγωγών bbox=[793, 149, 965, 165]
table-cell-num: 5.2 bbox=[721, 376, 735, 446]
sidebar-box-ineligible bbox=[244, 262, 434, 936]
table-cell-desc: Διαθέτουν τίτλο σπουδών στην ειδικότητα της γεωπονίας bbox=[735, 109, 793, 149]
